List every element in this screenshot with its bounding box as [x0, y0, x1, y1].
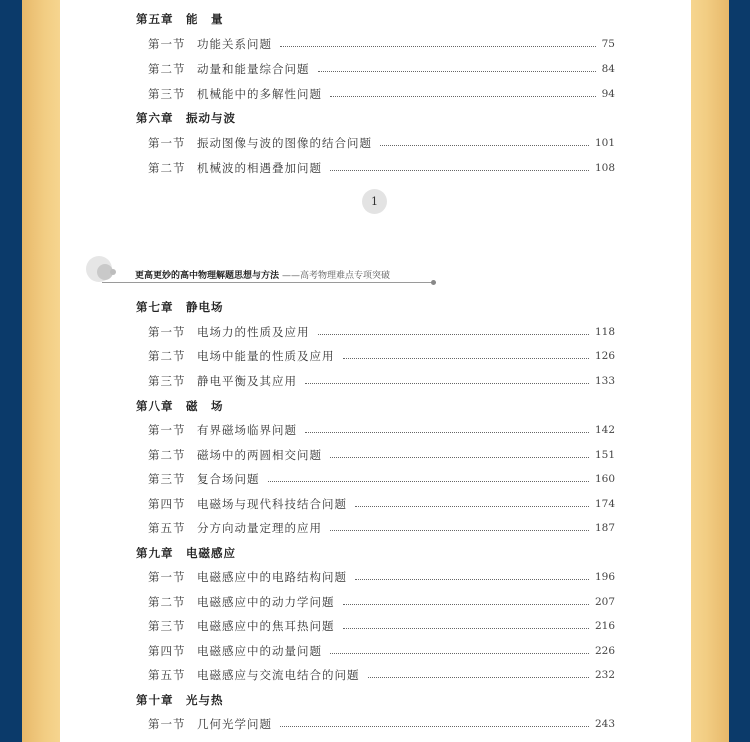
- section-title: 电场力的性质及应用: [197, 325, 310, 339]
- section-number: 第三节: [148, 472, 186, 486]
- section-title: 机械能中的多解性问题: [197, 87, 322, 101]
- chapter-heading: [136, 397, 224, 415]
- dot-leader: [380, 144, 589, 146]
- chapter-heading: [136, 109, 236, 127]
- chapter-number: 第十章: [136, 693, 174, 707]
- chapter-number: 第九章: [136, 546, 174, 560]
- toc-entry[interactable]: [148, 642, 615, 660]
- toc-entry[interactable]: [148, 470, 615, 488]
- section-number: 第四节: [148, 497, 186, 511]
- section-number: 第二节: [148, 595, 186, 609]
- page-ref: 75: [601, 38, 615, 50]
- section-number: 第一节: [148, 423, 186, 437]
- page-ref: 118: [594, 326, 615, 338]
- left-gold-border: [22, 0, 60, 742]
- page-ref: 151: [594, 449, 615, 461]
- header-circle-ornament-icon: [86, 254, 116, 284]
- dot-leader: [330, 652, 589, 654]
- section-number: 第一节: [148, 37, 186, 51]
- toc-entry[interactable]: [148, 421, 615, 439]
- dot-leader: [355, 578, 589, 580]
- dot-leader: [318, 333, 589, 335]
- book-subtitle: ——高考物理难点专项突破: [282, 270, 391, 281]
- page-ref: 160: [594, 473, 615, 485]
- dot-leader: [330, 95, 596, 97]
- page-ref: 126: [594, 350, 615, 362]
- toc-entry[interactable]: [148, 134, 615, 152]
- section-title: 电磁感应中的电路结构问题: [197, 570, 347, 584]
- dot-leader: [355, 505, 589, 507]
- section-number: 第一节: [148, 325, 186, 339]
- chapter-number: 第五章: [136, 12, 174, 26]
- chapter-number: 第六章: [136, 111, 174, 125]
- page-ref: 142: [594, 424, 615, 436]
- toc-entry[interactable]: [148, 666, 615, 684]
- page-ref: 101: [594, 137, 615, 149]
- chapter-heading: [136, 691, 224, 709]
- page-ref: 216: [594, 620, 615, 632]
- toc-entry[interactable]: [148, 568, 615, 586]
- toc-entry[interactable]: [148, 617, 615, 635]
- chapter-heading: [136, 544, 236, 562]
- section-title: 动量和能量综合问题: [197, 62, 310, 76]
- dot-leader: [280, 45, 596, 47]
- section-title: 电场中能量的性质及应用: [197, 349, 335, 363]
- section-number: 第一节: [148, 136, 186, 150]
- page-ref: 94: [601, 88, 615, 100]
- section-number: 第四节: [148, 644, 186, 658]
- section-number: 第二节: [148, 349, 186, 363]
- chapter-title: 能 量: [186, 12, 224, 26]
- section-number: 第二节: [148, 161, 186, 175]
- dot-leader: [330, 169, 589, 171]
- dot-leader: [343, 603, 589, 605]
- section-number: 第一节: [148, 717, 186, 731]
- section-title: 电磁场与现代科技结合问题: [197, 497, 347, 511]
- section-title: 机械波的相遇叠加问题: [197, 161, 322, 175]
- toc-entry[interactable]: [148, 495, 615, 513]
- dot-leader: [318, 70, 596, 72]
- section-number: 第三节: [148, 374, 186, 388]
- section-title: 分方向动量定理的应用: [197, 521, 322, 535]
- section-number: 第五节: [148, 668, 186, 682]
- section-title: 有界磁场临界问题: [197, 423, 297, 437]
- toc-entry[interactable]: [148, 85, 615, 103]
- chapter-number: 第八章: [136, 399, 174, 413]
- dot-leader: [268, 480, 589, 482]
- toc-entry[interactable]: [148, 347, 615, 365]
- section-number: 第二节: [148, 448, 186, 462]
- dot-leader: [330, 456, 589, 458]
- toc-entry[interactable]: [148, 35, 615, 53]
- page-ref: 108: [594, 162, 615, 174]
- section-title: 振动图像与波的图像的结合问题: [197, 136, 372, 150]
- page-ref: 232: [594, 669, 615, 681]
- book-title: 更高更妙的高中物理解题思想与方法: [135, 270, 280, 281]
- toc-entry[interactable]: [148, 323, 615, 341]
- chapter-title: 电磁感应: [186, 546, 236, 560]
- page-ref: 84: [601, 63, 615, 75]
- section-number: 第一节: [148, 570, 186, 584]
- chapter-title: 光与热: [186, 693, 224, 707]
- header-rule: [102, 282, 436, 283]
- section-title: 复合场问题: [197, 472, 260, 486]
- toc-entry[interactable]: [148, 446, 615, 464]
- running-header: [135, 267, 390, 281]
- page-ref: 187: [594, 522, 615, 534]
- page-ref: 133: [594, 375, 615, 387]
- chapter-heading: [136, 10, 224, 28]
- chapter-heading: [136, 298, 224, 316]
- page-ref: 226: [594, 645, 615, 657]
- dot-leader: [343, 627, 589, 629]
- section-title: 几何光学问题: [197, 717, 272, 731]
- header-rule-end-dot: [431, 280, 436, 285]
- section-title: 静电平衡及其应用: [197, 374, 297, 388]
- toc-entry[interactable]: [148, 60, 615, 78]
- page-ref: 207: [594, 596, 615, 608]
- dot-leader: [330, 529, 589, 531]
- dot-leader: [280, 725, 589, 727]
- section-title: 电磁感应中的动量问题: [197, 644, 322, 658]
- chapter-title: 静电场: [186, 300, 224, 314]
- toc-entry[interactable]: [148, 372, 615, 390]
- page-number-badge: 1: [362, 189, 387, 214]
- page-ref: 174: [594, 498, 615, 510]
- section-title: 磁场中的两圆相交问题: [197, 448, 322, 462]
- section-title: 电磁感应中的焦耳热问题: [197, 619, 335, 633]
- section-title: 电磁感应中的动力学问题: [197, 595, 335, 609]
- page-ref: 196: [594, 571, 615, 583]
- dot-leader: [343, 357, 589, 359]
- dot-leader: [305, 382, 589, 384]
- chapter-title: 磁 场: [186, 399, 224, 413]
- section-number: 第三节: [148, 87, 186, 101]
- page-ref: 243: [594, 718, 615, 730]
- section-title: 功能关系问题: [197, 37, 272, 51]
- dot-leader: [368, 676, 589, 678]
- chapter-number: 第七章: [136, 300, 174, 314]
- section-title: 电磁感应与交流电结合的问题: [197, 668, 360, 682]
- chapter-title: 振动与波: [186, 111, 236, 125]
- toc-entry[interactable]: [148, 159, 615, 177]
- dot-leader: [305, 431, 589, 433]
- section-number: 第三节: [148, 619, 186, 633]
- right-gold-border: [691, 0, 729, 742]
- section-number: 第二节: [148, 62, 186, 76]
- toc-entry[interactable]: [148, 715, 615, 733]
- toc-entry[interactable]: [148, 593, 615, 611]
- section-number: 第五节: [148, 521, 186, 535]
- toc-entry[interactable]: [148, 519, 615, 537]
